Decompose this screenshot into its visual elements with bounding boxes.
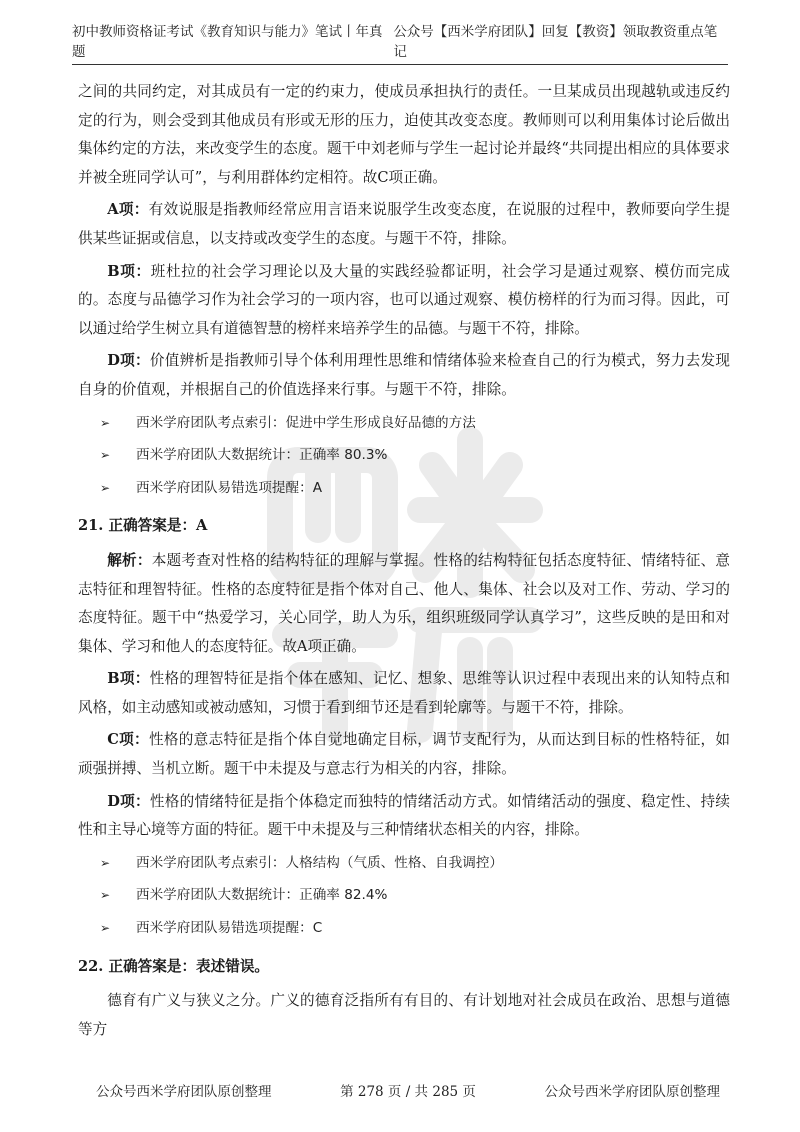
q21-analysis-label: 解析： [107, 551, 152, 569]
header-divider [72, 64, 728, 65]
page-number: 第 278 页 / 共 285 页 [340, 1084, 476, 1100]
footer-left-credit: 公众号西米学府团队原创整理 [96, 1084, 272, 1100]
q20-option-a [78, 196, 730, 253]
q21-option-c [78, 726, 730, 783]
q22-answer: 22. 正确答案是：表述错误。 [78, 957, 270, 975]
page-header [72, 24, 728, 60]
q21-bullet-text: 西米学府团队考点索引：人格结构（气质、性格、自我调控） [136, 854, 504, 871]
q21-answer: 21. 正确答案是：A [78, 517, 208, 535]
footer-right-credit: 公众号西米学府团队原创整理 [544, 1084, 720, 1100]
arrow-bullet-icon: ➢ [100, 448, 111, 463]
q21-analysis [78, 547, 730, 661]
intro-paragraph: 之间的共同约定，对其成员有一定的约束力，使成员承担执行的责任。一旦某成员出现越轨或违反约定的行为，则会受到其他成员有形或无形的压力，迫使其改变态度。教师则可以利用集体讨论后做出集体约定的方法，来改变学生的态度。题干中刘老师与学生一起讨论并最终“共同提出相应的具体要求并被全班同学认可”，与利用群体约定相符。故C项正确。 [78, 83, 730, 186]
q20-option-d [78, 347, 730, 404]
q21-option-c-label: C项： [107, 731, 149, 749]
q21-analysis-text: 本题考查对性格的结构特征的理解与掌握。性格的结构特征包括态度特征、情绪特征、意志特征和理智特征。性格的态度特征是指个体对自己、他人、集体、社会以及对工作、劳动、学习的态度特征。题干中“热爱学习，关心同学，助人为乐，组织班级同学认真学习”，这些反映的是田和对集体、学习和他人的态度特征。故A项正确。 [78, 551, 730, 655]
q21-bullet-item [78, 849, 730, 878]
arrow-bullet-icon: ➢ [100, 888, 111, 903]
q20-option-d-text: 价值辨析是指教师引导个体利用理性思维和情绪体验来检查自己的行为模式，努力去发现自身的价值观，并根据自己的价值选择来行事。与题干不符，排除。 [78, 352, 730, 398]
q20-option-a-text: 有效说服是指教师经常应用言语来说服学生改变态度，在说服的过程中，教师要向学生提供某些证据或信息，以支持或改变学生的态度。与题干不符，排除。 [78, 201, 730, 247]
q21-option-b [78, 665, 730, 722]
arrow-bullet-icon: ➢ [100, 480, 111, 495]
page-footer [96, 1080, 720, 1100]
q21-option-c-text: 性格的意志特征是指个体自觉地确定目标，调节支配行为，从而达到目标的性格特征，如顽强拼搏、当机立断。题干中未提及与意志行为相关的内容，排除。 [78, 731, 730, 778]
q20-option-b-text: 班杜拉的社会学习理论以及大量的实践经验都证明，社会学习是通过观察、模仿而完成的。态度与品德学习作为社会学习的一项内容，也可以通过观察、模仿榜样的行为而习得。因此，可以通过给学生树立具有道德智慧的榜样来培养学生的品德。与题干不符，排除。 [78, 262, 730, 337]
page-body [78, 78, 730, 1048]
arrow-bullet-icon: ➢ [100, 415, 111, 430]
arrow-bullet-icon: ➢ [100, 855, 111, 870]
q20-bullet-text: 西米学府团队易错选项提醒：A [136, 479, 323, 496]
header-left-title: 初中教师资格证考试《教育知识与能力》笔试丨年真题 [72, 24, 383, 60]
q21-option-d-label: D项： [107, 792, 150, 810]
q20-bullet-item [78, 409, 730, 438]
q21-bullet-item [78, 914, 730, 943]
q21-bullet-text: 西米学府团队大数据统计：正确率 82.4% [136, 887, 388, 904]
q21-option-d [78, 788, 730, 845]
q20-bullet-item [78, 441, 730, 470]
q20-option-a-label: A项： [107, 201, 149, 219]
q20-option-b [78, 258, 730, 344]
q21-bullet-item [78, 881, 730, 910]
q20-bullet-text: 西米学府团队大数据统计：正确率 80.3% [136, 447, 388, 464]
q20-option-d-label: D项： [107, 352, 150, 370]
header-right-notice: 公众号【西米学府团队】回复【教资】领取教资重点笔记 [393, 24, 718, 60]
q22-text: 德育有广义与狭义之分。广义的德育泛指所有有目的、有计划地对社会成员在政治、思想与道德等方 [78, 992, 730, 1038]
q21-option-d-text: 性格的情绪特征是指个体稳定而独特的情绪活动方式。如情绪活动的强度、稳定性、持续性和主导心境等方面的特征。题干中未提及与三种情绪状态相关的内容，排除。 [78, 792, 730, 839]
q20-bullet-item [78, 474, 730, 503]
q20-bullet-text: 西米学府团队考点索引：促进中学生形成良好品德的方法 [136, 414, 476, 431]
q21-bullet-text: 西米学府团队易错选项提醒：C [136, 920, 323, 937]
q21-option-b-text: 性格的理智特征是指个体在感知、记忆、想象、思维等认识过程中表现出来的认知特点和风格，如主动感知或被动感知，习惯于看到细节还是看到轮廓等。与题干不符，排除。 [78, 670, 730, 716]
q20-option-b-label: B项： [107, 262, 151, 280]
arrow-bullet-icon: ➢ [100, 921, 111, 936]
q21-option-b-label: B项： [107, 670, 150, 688]
